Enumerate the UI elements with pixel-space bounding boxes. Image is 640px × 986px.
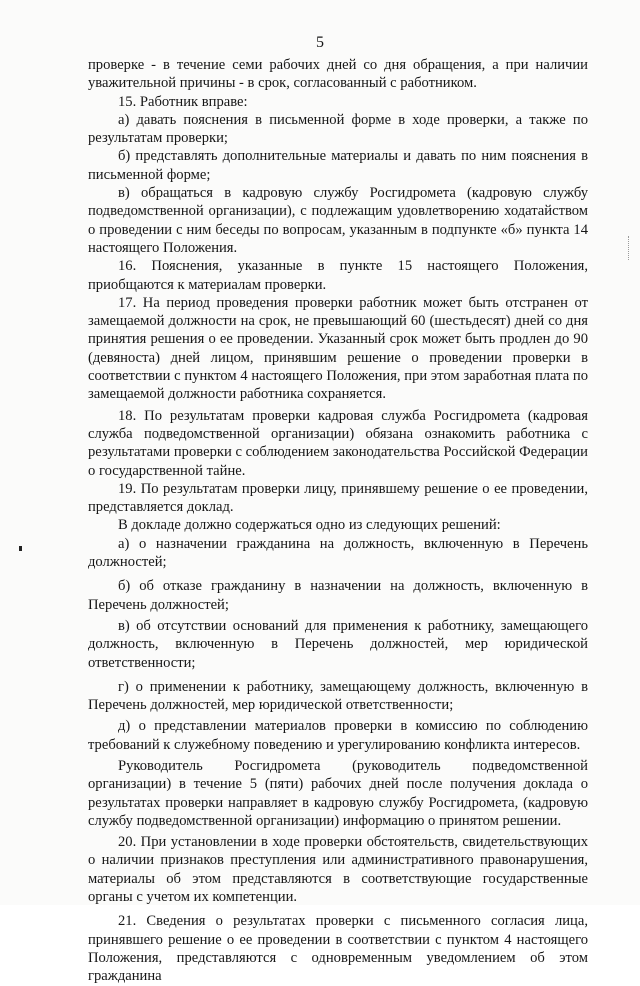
paragraph-15b: б) представлять дополнительные материалы и давать по ним пояснения в письменной форме; — [88, 148, 588, 183]
scan-edge-artifact — [628, 236, 630, 260]
paragraph-19b: б) об отказе гражданину в назначении на должность, включенную в Перечень должностей; — [88, 578, 588, 613]
paragraph-19a: а) о назначении гражданина на должность, включенную в Перечень должностей; — [88, 535, 588, 571]
paragraph-20: 20. При установлении в ходе проверки обстоятельств, свидетельствующих о наличии признаков преступления или административного правонарушения, материалы об этом представляются в соответствующие государственные органы с учетом их компетенции. — [88, 834, 588, 906]
paragraph-15a: а) давать пояснения в письменной форме в ходе проверки, а также по результатам проверки; — [88, 111, 588, 147]
paragraph-15c: в) обращаться в кадровую службу Росгидромета (кадровую службу подведомственной организации), с подлежащим удовлетворению ходатайством о проведении с ним беседы по вопросам, указанным в подпункте «б» пункта 14 настоящего Положения. — [88, 185, 588, 256]
paragraph-19: 19. По результатам проверки лицу, принявшему решение о ее проведении, представляется доклад. — [88, 480, 588, 516]
paragraph-18: 18. По результатам проверки кадровая служба Росгидромета (кадровая служба подведомственной организации) обязана ознакомить работника с результатами проверки с соблюдением законодательства Российской Федерации о государственной тайне. — [88, 407, 588, 479]
paragraph-19d: г) о применении к работнику, замещающему должность, включенную в Перечень должностей, мер юридической ответственности; — [88, 678, 588, 714]
document-body — [88, 56, 588, 986]
paragraph-19e: д) о представлении материалов проверки в комиссию по соблюдению требований к служебному поведению и урегулированию конфликта интересов. — [88, 718, 588, 753]
paragraph-head-decision: Руководитель Росгидромета (руководитель подведомственной организации) в течение 5 (пяти) рабочих дней после получения доклада о результатах проверки направляет в кадровую службу Росгидромета, (кадровую службу подведомственной организации) информацию о принятом решении. — [88, 757, 588, 829]
paragraph-19c: в) об отсутствии оснований для применения к работнику, замещающего должность, включенную в Перечень должностей, мер юридической ответственности; — [88, 617, 588, 671]
paragraph-continuation: проверке - в течение семи рабочих дней со дня обращения, а при наличии уважительной причины - в срок, согласованный с работником. — [88, 57, 588, 92]
paragraph-21: 21. Сведения о результатах проверки с письменного согласия лица, принявшего решение о ее проведении в соответствии с пунктом 4 настоящего Положения, представляются с одновременным уведомлением об этом гражданина — [88, 913, 588, 985]
page-number: 5 — [316, 34, 324, 51]
paragraph-report-intro: В докладе должно содержаться одно из следующих решений: — [118, 517, 501, 534]
scan-mark — [19, 546, 22, 551]
paragraph-15: 15. Работник вправе: — [118, 93, 248, 110]
paragraph-17: 17. На период проведения проверки работник может быть отстранен от замещаемой должности на срок, не превышающий 60 (шестьдесят) дней со дня принятия решения о ее проведении. Указанный срок может быть продлен до 90 (девяноста) дней лицом, принявшим решение о проведении проверки в соответствии с пунктом 4 настоящего Положения, при этом заработная плата по замещаемой должности работника сохраняется. — [88, 294, 588, 403]
paragraph-16: 16. Пояснения, указанные в пункте 15 настоящего Положения, приобщаются к материалам проверки. — [88, 258, 588, 293]
